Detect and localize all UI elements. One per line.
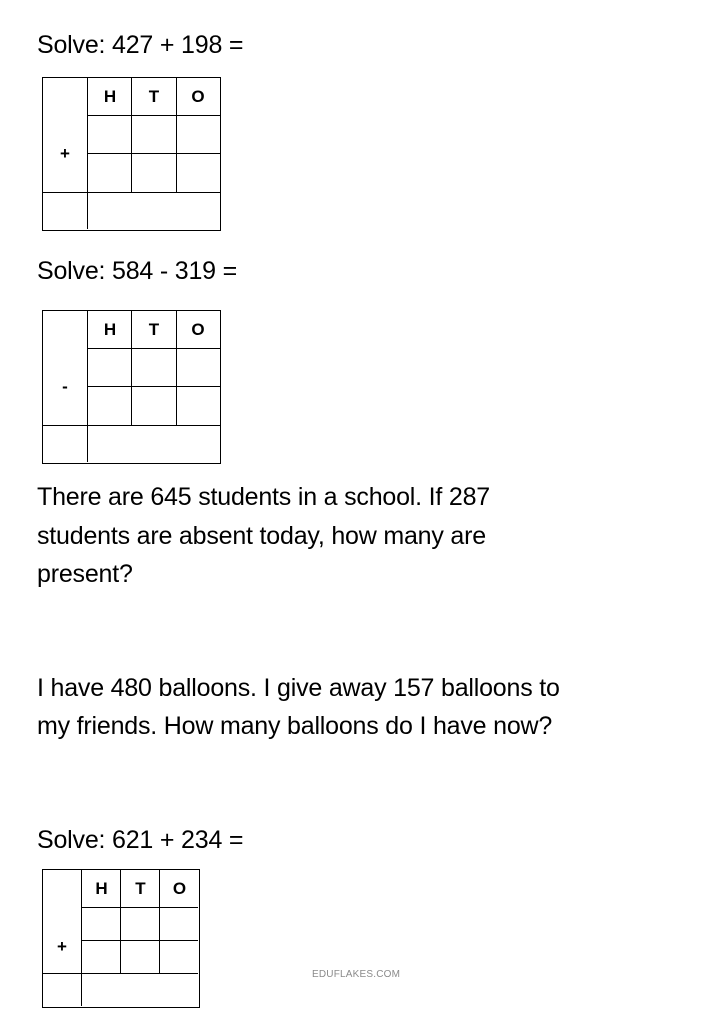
input-cell[interactable]: [88, 116, 131, 153]
header-ones: O: [191, 86, 205, 106]
input-cell[interactable]: [132, 349, 175, 386]
input-cell[interactable]: [88, 154, 131, 192]
header-hundreds: H: [95, 878, 108, 898]
word-problem-1-line-2: students are absent today, how many are: [37, 522, 486, 550]
problem-2-place-value-grid: [42, 310, 221, 464]
problem-5-prompt: Solve: 621 + 234 =: [37, 826, 244, 854]
operator-minus: -: [62, 377, 68, 396]
input-cell[interactable]: [82, 941, 120, 973]
input-cell[interactable]: [177, 154, 220, 192]
input-cell[interactable]: [177, 387, 220, 425]
header-tens: T: [148, 86, 160, 106]
input-cell[interactable]: [160, 941, 198, 973]
answer-cell[interactable]: [82, 974, 198, 1006]
input-cell[interactable]: [132, 154, 175, 192]
input-cell[interactable]: [160, 908, 198, 940]
word-problem-1-line-3: present?: [37, 560, 133, 588]
problem-1-place-value-grid: [42, 77, 221, 231]
input-cell[interactable]: [132, 387, 175, 425]
operator-plus: +: [60, 144, 70, 163]
problem-1-prompt: Solve: 427 + 198 =: [37, 31, 244, 59]
answer-cell[interactable]: [88, 193, 220, 229]
input-cell[interactable]: [121, 941, 159, 973]
header-ones: O: [191, 319, 205, 339]
input-cell[interactable]: [177, 349, 220, 386]
header-tens: T: [135, 878, 146, 898]
input-cell[interactable]: [177, 116, 220, 153]
watermark: EDUFLAKES.COM: [312, 969, 401, 980]
input-cell[interactable]: [82, 908, 120, 940]
header-tens: T: [148, 319, 160, 339]
header-hundreds: H: [103, 86, 117, 106]
input-cell[interactable]: [132, 116, 175, 153]
word-problem-2-line-1: I have 480 balloons. I give away 157 balloons to: [37, 674, 560, 702]
answer-cell[interactable]: [88, 426, 220, 462]
header-ones: O: [172, 878, 187, 898]
input-cell[interactable]: [121, 908, 159, 940]
input-cell[interactable]: [88, 387, 131, 425]
problem-5-place-value-grid: [42, 869, 200, 1008]
problem-2-prompt: Solve: 584 - 319 =: [37, 257, 238, 285]
input-cell[interactable]: [88, 349, 131, 386]
operator-plus: +: [57, 937, 67, 956]
word-problem-2-line-2: my friends. How many balloons do I have now?: [37, 712, 553, 740]
word-problem-1-line-1: There are 645 students in a school. If 287: [37, 483, 491, 511]
header-hundreds: H: [103, 319, 117, 339]
